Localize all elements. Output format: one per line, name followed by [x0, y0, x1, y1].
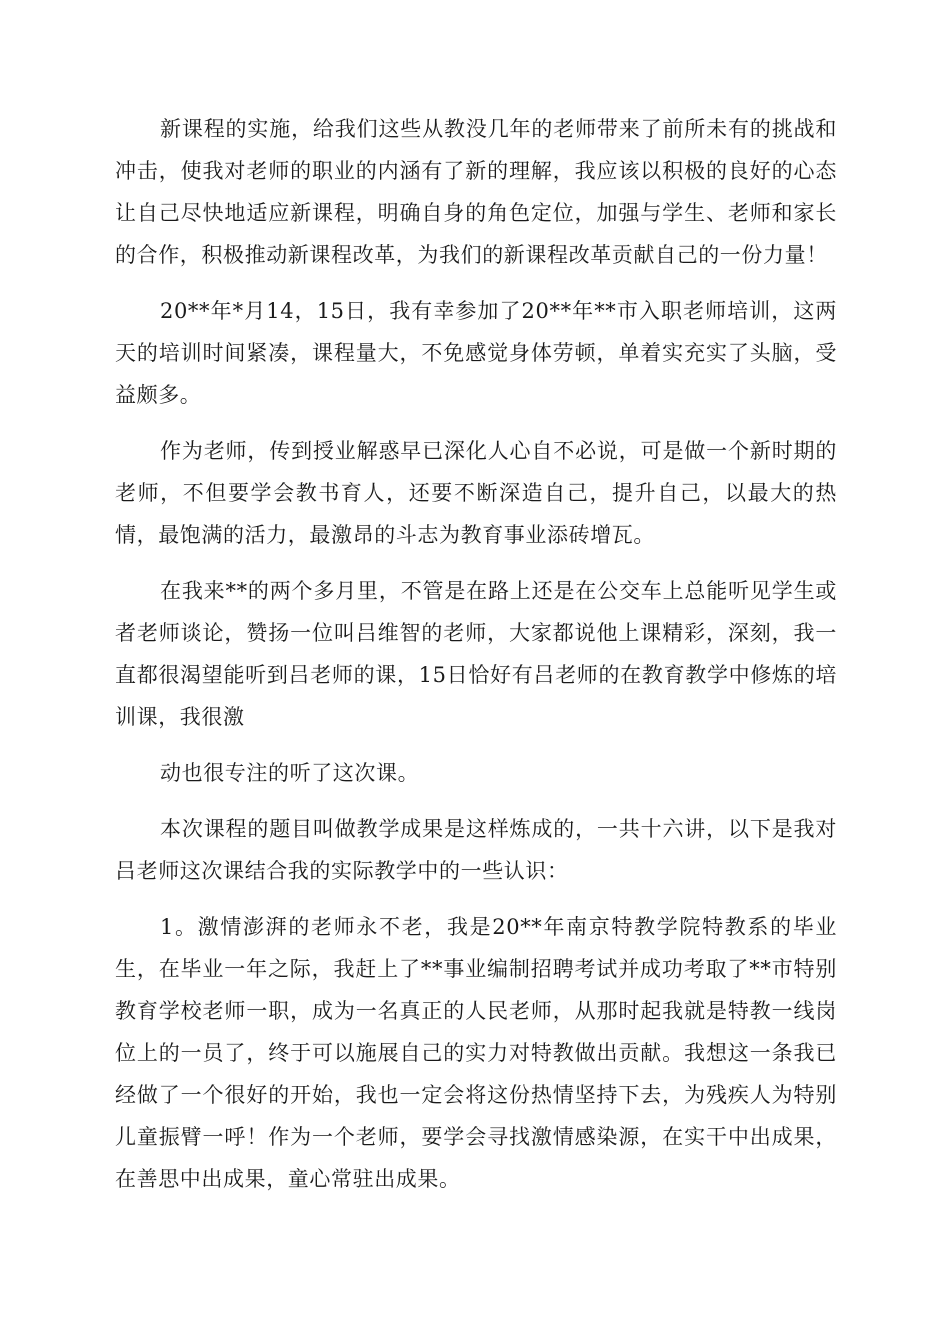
- paragraph-7: 1。激情澎湃的老师永不老，我是20**年南京特教学院特教系的毕业生，在毕业一年之际，我赶上了**事业编制招聘考试并成功考取了**市特别教育学校老师一职，成为一名真正的人民老师，从那时起我就是特教一线岗位上的一员了，终于可以施展自己的实力对特教做出贡献。我想这一条我已经做了一个很好的开始，我也一定会将这份热情坚持下去，为残疾人为特别儿童振臂一呼！作为一个老师，要学会寻找激情感染源，在实干中出成果，在善思中出成果，童心常驻出成果。: [115, 915, 837, 1191]
- paragraph-4: 在我来**的两个多月里，不管是在路上还是在公交车上总能听见学生或者老师谈论，赞扬一位叫吕维智的老师，大家都说他上课精彩，深刻，我一直都很渴望能听到吕老师的课，15日恰好有吕老师的在教育教学中修炼的培训课，我很激: [115, 579, 837, 729]
- paragraph-6: 本次课程的题目叫做教学成果是这样炼成的，一共十六讲，以下是我对吕老师这次课结合我的实际教学中的一些认识：: [115, 817, 837, 883]
- document-body: [115, 108, 837, 1214]
- paragraph-1: 新课程的实施，给我们这些从教没几年的老师带来了前所未有的挑战和冲击，使我对老师的职业的内涵有了新的理解，我应该以积极的良好的心态让自己尽快地适应新课程，明确自身的角色定位，加强与学生、老师和家长的合作，积极推动新课程改革，为我们的新课程改革贡献自己的一份力量！: [115, 117, 837, 267]
- paragraph-2: 20**年*月14，15日，我有幸参加了20**年**市入职老师培训，这两天的培训时间紧凑，课程量大，不免感觉身体劳顿，单着实充实了头脑，受益颇多。: [115, 299, 837, 407]
- paragraph-5: 动也很专注的听了这次课。: [160, 761, 420, 785]
- paragraph-3: 作为老师，传到授业解惑早已深化人心自不必说，可是做一个新时期的老师，不但要学会教书育人，还要不断深造自己，提升自己，以最大的热情，最饱满的活力，最激昂的斗志为教育事业添砖增瓦。: [115, 439, 837, 547]
